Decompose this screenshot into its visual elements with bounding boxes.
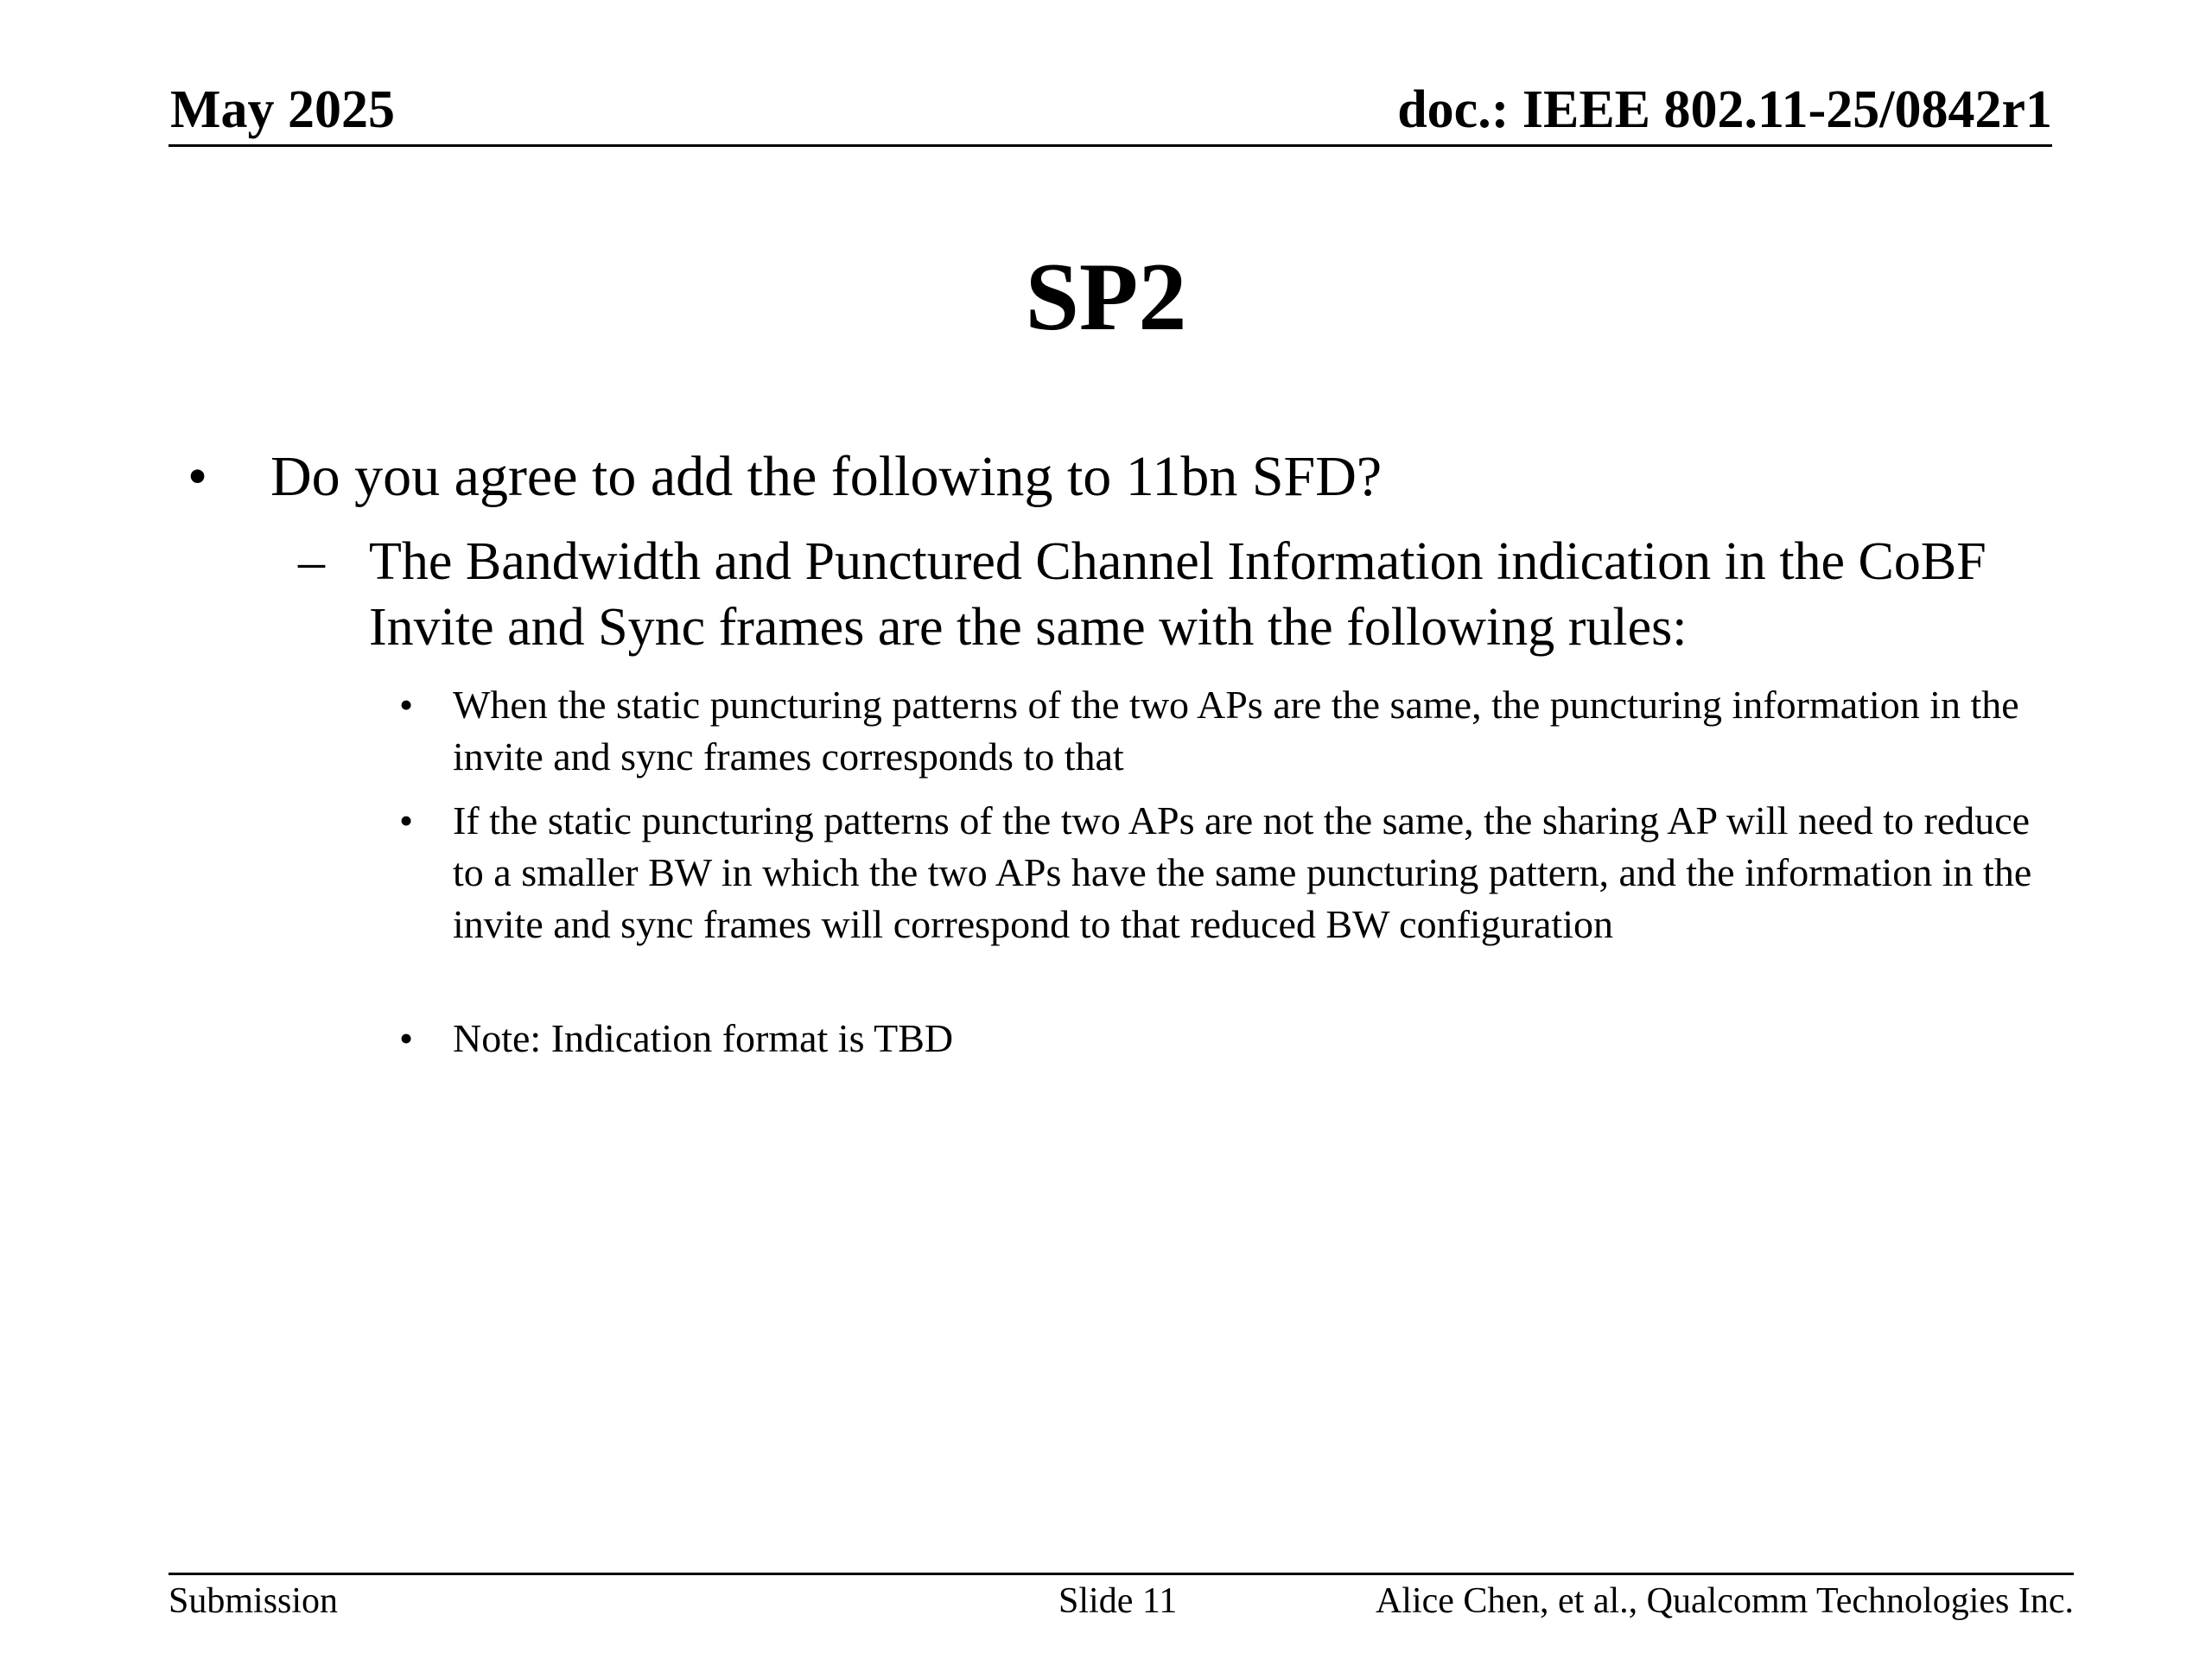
footer-submission: Submission: [168, 1581, 339, 1621]
bullet-marker: •: [399, 798, 414, 842]
footer-divider: [168, 1573, 2074, 1575]
rule-item: If the static puncturing patterns of the two APs are not the same, the sharing AP will need to reduce to a smaller BW in which the two APs have the same puncturing pattern, and the information in the invite and sync frames will correspond to that reduced BW configuration: [453, 798, 2032, 946]
header-date: May 2025: [170, 80, 396, 139]
bullet-marker: •: [399, 683, 414, 727]
footer-authors: Alice Chen, et al., Qualcomm Technologies Inc.: [1375, 1581, 2074, 1621]
bullet-marker: •: [399, 1016, 414, 1060]
bullet-marker: •: [188, 445, 208, 508]
bullet-question: Do you agree to add the following to 11bn SFD?: [270, 445, 1382, 508]
rule-item: When the static puncturing patterns of the two APs are the same, the puncturing information in the invite and sync frames corresponds to that: [453, 683, 2019, 779]
slide-title: SP2: [1025, 244, 1187, 351]
footer-slide-number: Slide 11: [1058, 1581, 1178, 1621]
header-divider: [168, 144, 2052, 147]
dash-marker: –: [298, 532, 325, 591]
header-doc-id: doc.: IEEE 802.11-25/0842r1: [1397, 80, 2052, 139]
rule-item: Note: Indication format is TBD: [453, 1016, 954, 1060]
sub-bullet-statement: The Bandwidth and Punctured Channel Information indication in the CoBF Invite and Sync frames are the same with the following rules:: [369, 532, 1986, 657]
